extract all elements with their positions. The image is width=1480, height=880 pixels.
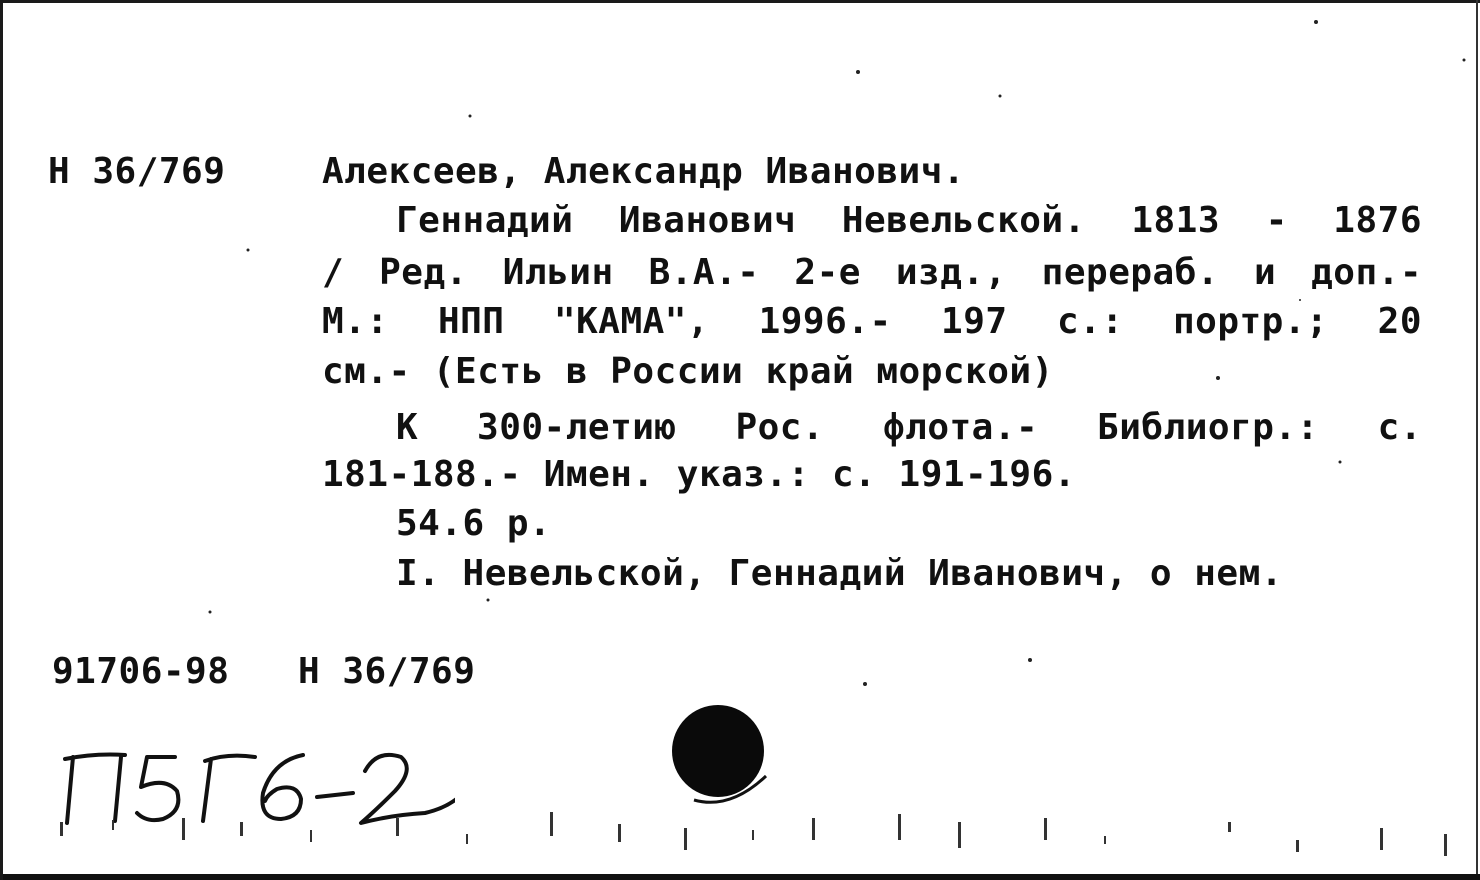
card-right-edge bbox=[1476, 0, 1478, 880]
notes-line-2: 181-188.- Имен. указ.: с. 191-196. bbox=[322, 454, 1076, 495]
call-number-footer: Н 36/769 bbox=[298, 651, 476, 692]
title-line-3: М.: НПП "КАМА", 1996.- 197 с.: портр.; 20 bbox=[322, 301, 1422, 342]
title-line-2: / Ред. Ильин В.А.- 2-е изд., перераб. и доп.- bbox=[322, 252, 1422, 293]
handwritten-code bbox=[55, 735, 455, 835]
title-line-4: см.- (Есть в России край морской) bbox=[322, 351, 1054, 392]
notes-line-1: К 300-летию Рос. флота.- Библиогр.: с. bbox=[396, 407, 1422, 448]
main-entry-author: Алексеев, Александр Иванович. bbox=[322, 151, 966, 192]
subject-heading: I. Невельской, Геннадий Иванович, о нем. bbox=[396, 553, 1283, 594]
inventory-number: 91706-98 bbox=[52, 651, 230, 692]
punch-hole-arc bbox=[690, 770, 770, 810]
card-bottom-edge bbox=[0, 874, 1480, 880]
title-line-1: Геннадий Иванович Невельской. 1813 - 1876 bbox=[396, 200, 1422, 241]
call-number: Н 36/769 bbox=[48, 151, 226, 192]
price: 54.6 р. bbox=[396, 503, 552, 544]
